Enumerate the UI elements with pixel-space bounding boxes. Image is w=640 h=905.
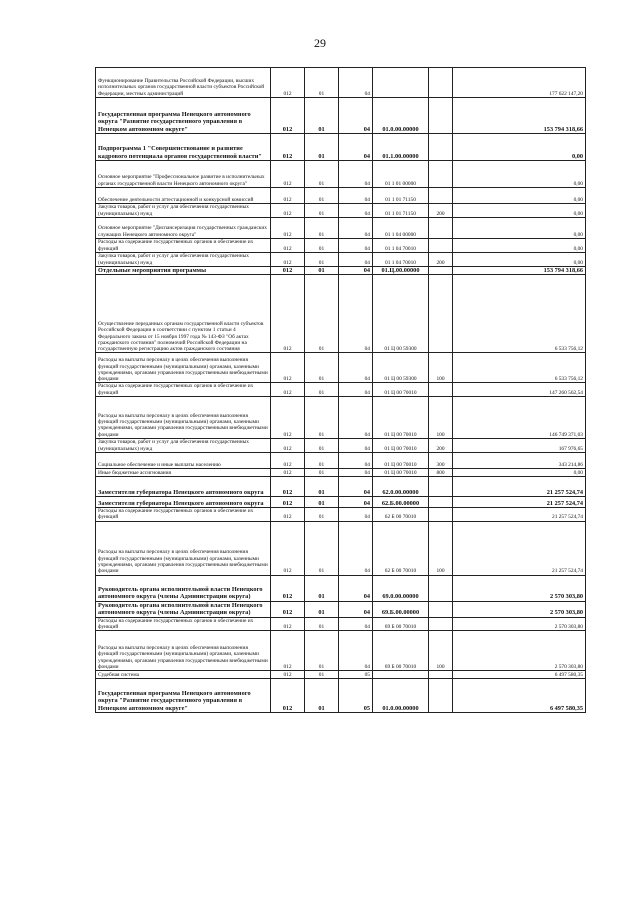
row-target-article: 01 1 01 00000 xyxy=(373,161,429,188)
row-name: Иные бюджетные ассигнования xyxy=(96,469,271,477)
table-row xyxy=(96,439,586,453)
table-row xyxy=(96,383,586,397)
row-name: Расходы на содержание государственных органов и обеспечение их функций xyxy=(96,383,271,397)
row-name: Основное мероприятие "Профессиональное развитие в исполнительных органах государственной власти Ненецкого автономного округа" xyxy=(96,161,271,188)
row-expense-type: 100 xyxy=(429,521,453,575)
row-section-code: 01 xyxy=(305,267,339,275)
row-name: Отдельные мероприятия программы xyxy=(96,267,271,275)
row-section-code: 01 xyxy=(305,453,339,469)
row-section-code: 01 xyxy=(305,671,339,679)
row-name: Расходы на содержание государственных органов и обеспечение их функций xyxy=(96,617,271,631)
row-section-code: 01 xyxy=(305,353,339,383)
row-ved-code: 012 xyxy=(271,188,305,204)
row-name: Заместители губернатора Ненецкого автономного округа xyxy=(96,477,271,497)
row-name: Закупка товаров, работ и услуг для обеспечения государственных (муниципальных) нужд xyxy=(96,439,271,453)
row-subsection-code: 04 xyxy=(339,134,373,161)
row-expense-type: 800 xyxy=(429,469,453,477)
row-amount: 21 257 524,74 xyxy=(453,477,586,497)
table-row xyxy=(96,218,586,239)
row-subsection-code: 04 xyxy=(339,521,373,575)
row-subsection-code: 04 xyxy=(339,275,373,353)
row-target-article: 69.Б.00.00000 xyxy=(373,601,429,617)
table-row xyxy=(96,134,586,161)
row-target-article: 01 1 01 71150 xyxy=(373,188,429,204)
row-name: Расходы на выплаты персоналу в целях обеспечения выполнения функций государственными (муниципальными) органами, казенными учреждениями, органами управления государственными внебюджетными фондами xyxy=(96,521,271,575)
row-name: Функционирование Правительства Российской Федерации, высших исполнительных органов государственной власти субъектов Российской Федерации, местных администраций xyxy=(96,68,271,98)
row-amount: 167 976,65 xyxy=(453,439,586,453)
row-expense-type xyxy=(429,239,453,253)
row-subsection-code: 04 xyxy=(339,253,373,267)
row-section-code: 01 xyxy=(305,477,339,497)
table-row xyxy=(96,161,586,188)
row-target-article: 69.0.00.00000 xyxy=(373,575,429,601)
row-name: Руководитель органа исполнительной власти Ненецкого автономного округа (члены Администрации округа) xyxy=(96,575,271,601)
row-expense-type xyxy=(429,383,453,397)
row-subsection-code: 04 xyxy=(339,453,373,469)
row-section-code: 01 xyxy=(305,497,339,508)
row-target-article: 01 1 04 70010 xyxy=(373,239,429,253)
row-subsection-code: 04 xyxy=(339,575,373,601)
row-target-article: 01 Ц 00 59300 xyxy=(373,275,429,353)
row-subsection-code: 04 xyxy=(339,439,373,453)
table-row xyxy=(96,575,586,601)
row-amount: 21 257 524,74 xyxy=(453,497,586,508)
row-name: Заместители губернатора Ненецкого автономного округа xyxy=(96,497,271,508)
table-row xyxy=(96,275,586,353)
row-name: Закупка товаров, работ и услуг для обеспечения государственных (муниципальных) нужд xyxy=(96,253,271,267)
row-ved-code: 012 xyxy=(271,631,305,671)
table-row xyxy=(96,397,586,439)
row-section-code: 01 xyxy=(305,601,339,617)
row-expense-type xyxy=(429,218,453,239)
row-target-article: 01 Ц 00 59300 xyxy=(373,353,429,383)
table-row xyxy=(96,477,586,497)
row-subsection-code: 04 xyxy=(339,68,373,98)
row-amount: 21 257 524,74 xyxy=(453,521,586,575)
row-subsection-code: 05 xyxy=(339,679,373,713)
row-target-article: 01 Ц 00 70010 xyxy=(373,397,429,439)
row-ved-code: 012 xyxy=(271,134,305,161)
row-target-article: 01 Ц 00 70010 xyxy=(373,383,429,397)
row-expense-type xyxy=(429,679,453,713)
row-subsection-code: 04 xyxy=(339,383,373,397)
row-name: Судебная система xyxy=(96,671,271,679)
row-amount: 177 622 147,20 xyxy=(453,68,586,98)
row-amount: 6 533 756,12 xyxy=(453,353,586,383)
row-amount: 6 533 756,12 xyxy=(453,275,586,353)
row-name: Государственная программа Ненецкого автономного округа "Развитие государственного управления в Ненецком автономном округе" xyxy=(96,98,271,134)
row-expense-type: 100 xyxy=(429,353,453,383)
row-name: Расходы на содержание государственных органов и обеспечение их функций xyxy=(96,508,271,522)
row-ved-code: 012 xyxy=(271,383,305,397)
row-amount: 21 257 524,74 xyxy=(453,508,586,522)
row-expense-type: 200 xyxy=(429,439,453,453)
row-target-article: 69 Б 00 70010 xyxy=(373,617,429,631)
table-row xyxy=(96,671,586,679)
row-target-article: 62 Б 00 70010 xyxy=(373,521,429,575)
row-ved-code: 012 xyxy=(271,253,305,267)
table-row xyxy=(96,469,586,477)
row-name: Расходы на выплаты персоналу в целях обеспечения выполнения функций государственными (муниципальными) органами, казенными учреждениями, органами управления государственными внебюджетными фондами xyxy=(96,631,271,671)
row-amount: 0,00 xyxy=(453,218,586,239)
row-subsection-code: 04 xyxy=(339,617,373,631)
row-expense-type xyxy=(429,161,453,188)
row-section-code: 01 xyxy=(305,98,339,134)
row-expense-type xyxy=(429,98,453,134)
row-expense-type xyxy=(429,617,453,631)
row-ved-code: 012 xyxy=(271,497,305,508)
row-subsection-code: 04 xyxy=(339,239,373,253)
row-expense-type: 200 xyxy=(429,204,453,218)
row-section-code: 01 xyxy=(305,383,339,397)
row-expense-type xyxy=(429,68,453,98)
table-row xyxy=(96,239,586,253)
table-row xyxy=(96,267,586,275)
table-row xyxy=(96,679,586,713)
row-amount: 6 497 580,35 xyxy=(453,671,586,679)
budget-table xyxy=(95,67,586,713)
row-subsection-code: 04 xyxy=(339,601,373,617)
row-section-code: 01 xyxy=(305,204,339,218)
row-target-article: 01 1 01 71150 xyxy=(373,204,429,218)
row-expense-type xyxy=(429,188,453,204)
table-row xyxy=(96,508,586,522)
row-section-code: 01 xyxy=(305,679,339,713)
row-ved-code: 012 xyxy=(271,601,305,617)
row-subsection-code: 04 xyxy=(339,353,373,383)
row-section-code: 01 xyxy=(305,134,339,161)
row-expense-type: 100 xyxy=(429,397,453,439)
row-section-code: 01 xyxy=(305,575,339,601)
row-section-code: 01 xyxy=(305,253,339,267)
row-expense-type xyxy=(429,671,453,679)
row-amount: 2 570 303,80 xyxy=(453,575,586,601)
row-ved-code: 012 xyxy=(271,617,305,631)
row-name: Основное мероприятие "Диспансеризация государственных гражданских служащих Ненецкого автономного округа" xyxy=(96,218,271,239)
row-name: Социальное обеспечение и иные выплаты населению xyxy=(96,453,271,469)
row-subsection-code: 04 xyxy=(339,161,373,188)
row-name: Закупка товаров, работ и услуг для обеспечения государственных (муниципальных) нужд xyxy=(96,204,271,218)
row-amount: 0,00 xyxy=(453,253,586,267)
row-expense-type xyxy=(429,134,453,161)
row-section-code: 01 xyxy=(305,508,339,522)
row-amount: 0,00 xyxy=(453,134,586,161)
row-target-article: 01 Ц 00 70010 xyxy=(373,439,429,453)
row-expense-type xyxy=(429,497,453,508)
row-subsection-code: 05 xyxy=(339,671,373,679)
row-target-article: 01.1.00.00000 xyxy=(373,134,429,161)
row-amount: 0,00 xyxy=(453,239,586,253)
row-ved-code: 012 xyxy=(271,671,305,679)
row-ved-code: 012 xyxy=(271,508,305,522)
row-expense-type xyxy=(429,267,453,275)
row-section-code: 01 xyxy=(305,439,339,453)
row-name: Расходы на выплаты персоналу в целях обеспечения выполнения функций государственными (муниципальными) органами, казенными учреждениями, органами управления государственными внебюджетными фондами xyxy=(96,397,271,439)
row-section-code: 01 xyxy=(305,239,339,253)
row-name: Обеспечение деятельности аттестационной и конкурсной комиссий xyxy=(96,188,271,204)
table-row xyxy=(96,68,586,98)
row-ved-code: 012 xyxy=(271,397,305,439)
row-expense-type xyxy=(429,601,453,617)
row-ved-code: 012 xyxy=(271,679,305,713)
row-amount: 2 570 303,80 xyxy=(453,631,586,671)
row-name: Расходы на содержание государственных органов и обеспечение их функций xyxy=(96,239,271,253)
table-row xyxy=(96,617,586,631)
row-target-article: 01 1 04 00000 xyxy=(373,218,429,239)
row-target-article: 62.Б.00.00000 xyxy=(373,497,429,508)
row-amount: 147 260 562,54 xyxy=(453,383,586,397)
budget-table-body xyxy=(96,68,586,713)
row-ved-code: 012 xyxy=(271,98,305,134)
row-section-code: 01 xyxy=(305,397,339,439)
row-amount: 2 570 303,80 xyxy=(453,601,586,617)
row-target-article: 01.Ц.00.00000 xyxy=(373,267,429,275)
row-section-code: 01 xyxy=(305,68,339,98)
row-target-article xyxy=(373,68,429,98)
row-ved-code: 012 xyxy=(271,267,305,275)
row-target-article: 62.0.00.00000 xyxy=(373,477,429,497)
row-name: Государственная программа Ненецкого автономного округа "Развитие государственного управления в Ненецком автономном округе" xyxy=(96,679,271,713)
row-subsection-code: 04 xyxy=(339,477,373,497)
row-amount: 153 794 318,66 xyxy=(453,98,586,134)
row-name: Осуществление переданных органам государственной власти субъектов Российской Федерации в соответствии с пунктом 1 статьи 4 Федерального закона от 15 ноября 1997 года № 143-ФЗ "Об актах гражданского состояния" полномочий Российской Федерации на государственную регистрацию актов гражданского состояния xyxy=(96,275,271,353)
row-target-article: 01 Ц 00 70010 xyxy=(373,453,429,469)
row-target-article: 01.0.00.00000 xyxy=(373,679,429,713)
row-ved-code: 012 xyxy=(271,521,305,575)
row-ved-code: 012 xyxy=(271,439,305,453)
row-ved-code: 012 xyxy=(271,68,305,98)
row-ved-code: 012 xyxy=(271,161,305,188)
row-expense-type: 300 xyxy=(429,453,453,469)
row-target-article: 69 Б 00 70010 xyxy=(373,631,429,671)
row-ved-code: 012 xyxy=(271,353,305,383)
row-section-code: 01 xyxy=(305,161,339,188)
table-row xyxy=(96,253,586,267)
row-expense-type xyxy=(429,575,453,601)
row-expense-type: 200 xyxy=(429,253,453,267)
row-subsection-code: 04 xyxy=(339,469,373,477)
row-amount: 153 794 318,66 xyxy=(453,267,586,275)
row-ved-code: 012 xyxy=(271,204,305,218)
row-section-code: 01 xyxy=(305,631,339,671)
row-name: Подпрограмма 1 "Совершенствование и развитие кадрового потенциала органов государственной власти" xyxy=(96,134,271,161)
row-expense-type xyxy=(429,508,453,522)
row-subsection-code: 04 xyxy=(339,508,373,522)
row-subsection-code: 04 xyxy=(339,497,373,508)
table-row xyxy=(96,631,586,671)
row-amount: 6 497 580,35 xyxy=(453,679,586,713)
row-amount: 0,00 xyxy=(453,161,586,188)
row-section-code: 01 xyxy=(305,218,339,239)
table-row xyxy=(96,521,586,575)
row-target-article: 01 Ц 00 70010 xyxy=(373,469,429,477)
row-target-article: 01.0.00.00000 xyxy=(373,98,429,134)
row-name: Руководитель органа исполнительной власти Ненецкого автономного округа (члены Администрации округа) xyxy=(96,601,271,617)
row-ved-code: 012 xyxy=(271,469,305,477)
table-row xyxy=(96,453,586,469)
row-amount: 0,00 xyxy=(453,204,586,218)
row-ved-code: 012 xyxy=(271,239,305,253)
row-subsection-code: 04 xyxy=(339,267,373,275)
row-target-article: 62 Б 00 70010 xyxy=(373,508,429,522)
row-amount: 0,00 xyxy=(453,469,586,477)
row-expense-type xyxy=(429,275,453,353)
row-ved-code: 012 xyxy=(271,453,305,469)
row-subsection-code: 04 xyxy=(339,218,373,239)
row-section-code: 01 xyxy=(305,521,339,575)
table-row xyxy=(96,98,586,134)
row-amount: 146 749 371,03 xyxy=(453,397,586,439)
row-amount: 2 570 303,80 xyxy=(453,617,586,631)
row-section-code: 01 xyxy=(305,617,339,631)
table-row xyxy=(96,353,586,383)
table-row xyxy=(96,497,586,508)
row-ved-code: 012 xyxy=(271,477,305,497)
row-amount: 0,00 xyxy=(453,188,586,204)
row-name: Расходы на выплаты персоналу в целях обеспечения выполнения функций государственными (муниципальными) органами, казенными учреждениями, органами управления государственными внебюджетными фондами xyxy=(96,353,271,383)
row-subsection-code: 04 xyxy=(339,188,373,204)
row-section-code: 01 xyxy=(305,469,339,477)
table-row xyxy=(96,204,586,218)
table-row xyxy=(96,601,586,617)
row-amount: 343 214,86 xyxy=(453,453,586,469)
row-section-code: 01 xyxy=(305,188,339,204)
page-number: 29 xyxy=(314,36,326,50)
row-expense-type xyxy=(429,477,453,497)
row-subsection-code: 04 xyxy=(339,98,373,134)
row-ved-code: 012 xyxy=(271,275,305,353)
row-target-article xyxy=(373,671,429,679)
row-ved-code: 012 xyxy=(271,575,305,601)
row-subsection-code: 04 xyxy=(339,397,373,439)
row-subsection-code: 04 xyxy=(339,204,373,218)
row-expense-type: 100 xyxy=(429,631,453,671)
row-section-code: 01 xyxy=(305,275,339,353)
row-ved-code: 012 xyxy=(271,218,305,239)
table-row xyxy=(96,188,586,204)
row-subsection-code: 04 xyxy=(339,631,373,671)
row-target-article: 01 1 04 70010 xyxy=(373,253,429,267)
